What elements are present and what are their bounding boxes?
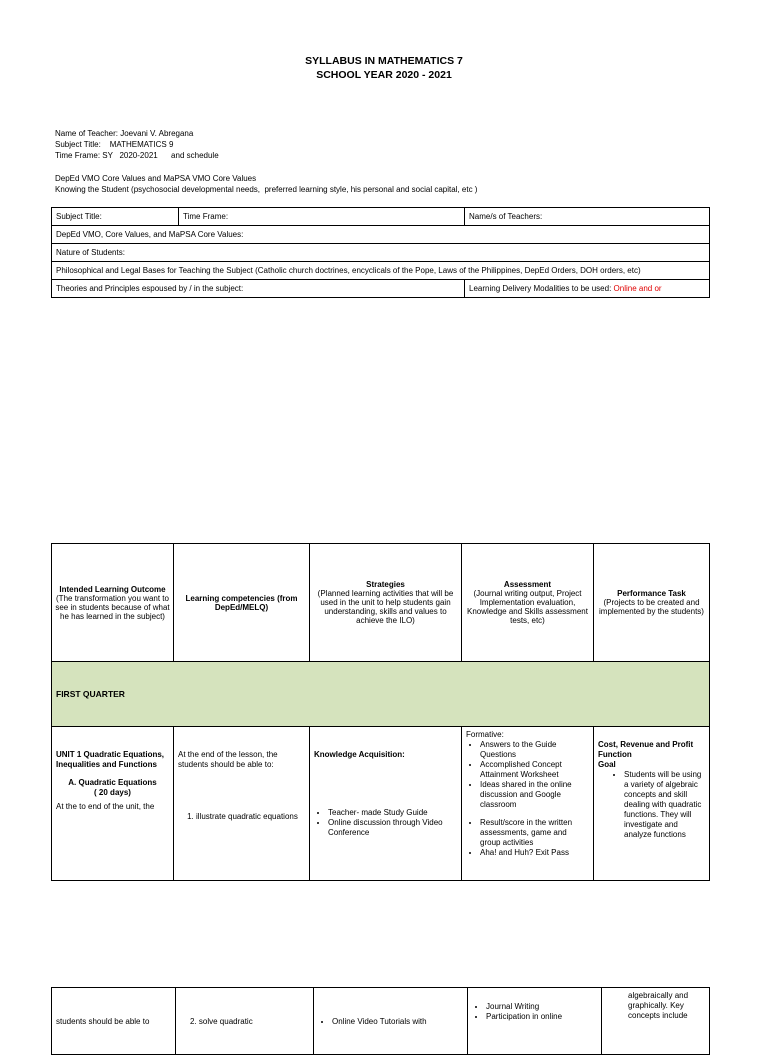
- assessment-header-desc: (Journal writing output, Project Implementation evaluation, Knowledge and Skills assessment tests, etc): [467, 589, 588, 625]
- strategies-header-desc: (Planned learning activities that will be used in the unit to help students gain understanding, skills and values to achieve the ILO): [317, 589, 454, 625]
- assessment-header-title: Assessment: [503, 580, 552, 589]
- assessment-item: • Aha! and Huh? Exit Pass: [480, 848, 589, 858]
- assessment-item: • Ideas shared in the online discussion and Google classroom: [480, 780, 589, 810]
- assessment-item: • Answers to the Guide Questions: [480, 740, 589, 760]
- strategy-item: • Online Video Tutorials with: [332, 1017, 463, 1027]
- cont-ilo-cell: [52, 988, 176, 1055]
- cont-performance-cell: [602, 988, 710, 1055]
- core-values-line: DepEd VMO Core Values and MaPSA VMO Core Values: [55, 174, 257, 183]
- cont-performance-text: algebraically and graphically. Key concepts include: [628, 991, 689, 1020]
- subject-title: Subject Title: MATHEMATICS 9: [55, 140, 174, 149]
- unit1-assessment-cell: [462, 727, 594, 881]
- unit1-competencies-cell: [174, 727, 310, 881]
- performance-item: • Students will be using a variety of algebraic concepts and skill dealing with quadratic functions. They will investigate and analyze functions: [624, 770, 705, 840]
- assessment-list: [466, 740, 589, 810]
- unit1-ilo-cell: [52, 727, 174, 881]
- knowing-student-line: Knowing the Student (psychosocial developmental needs, preferred learning style, his personal and social capital, etc ): [55, 185, 478, 194]
- competency-list: [178, 812, 305, 822]
- ilo-header-title: Intended Learning Outcome: [59, 584, 166, 594]
- performance-header: [594, 544, 710, 662]
- assessment-item: • Journal Writing: [486, 1002, 597, 1012]
- nature-cell: Nature of Students:: [52, 244, 710, 262]
- time-frame-cell: Time Frame:: [179, 208, 465, 226]
- core-values-cell: DepEd VMO, Core Values, and MaPSA Core Values:: [52, 226, 710, 244]
- syllabus-table-continued: [51, 987, 710, 1055]
- header-row: [52, 544, 710, 662]
- strategy-item: • Online discussion through Video Conference: [328, 818, 457, 838]
- cont-competency-text: 2. solve quadratic: [190, 1017, 253, 1026]
- info-table: [51, 207, 710, 298]
- assessment-label: Formative:: [466, 730, 504, 739]
- competencies-header: [174, 544, 310, 662]
- quarter-row: [52, 662, 710, 727]
- strategy-title: Knowledge Acquisition:: [314, 750, 405, 759]
- teacher-name: Name of Teacher: Joevani V. Abregana: [55, 129, 194, 138]
- unit1-days: ( 20 days): [94, 788, 131, 797]
- time-frame: Time Frame: SY 2020-2021 and schedule: [55, 151, 219, 160]
- unit1-end-text: At the to end of the unit, the: [56, 802, 155, 811]
- quarter-label: FIRST QUARTER: [52, 662, 710, 727]
- strategies-header: [310, 544, 462, 662]
- continued-row: [52, 988, 710, 1055]
- cont-strategy-list: [318, 1017, 463, 1027]
- assessment-item: • Accomplished Concept Attainment Worksheet: [480, 760, 589, 780]
- teacher-info: [55, 128, 219, 161]
- subject-title-cell: Subject Title:: [52, 208, 179, 226]
- modalities-label: Learning Delivery Modalities to be used:: [469, 284, 614, 293]
- competency-item: 1. illustrate quadratic equations: [196, 812, 305, 822]
- assessment-header: [462, 544, 594, 662]
- cont-assessment-list: [472, 1002, 597, 1022]
- performance-title: Cost, Revenue and Profit Function: [598, 740, 694, 759]
- unit1-strategies-cell: [310, 727, 462, 881]
- strategy-list: [314, 808, 457, 838]
- modalities-value: Online and or: [613, 284, 662, 293]
- strategy-item: • Teacher- made Study Guide: [328, 808, 457, 818]
- unit1-subtitle: A. Quadratic Equations: [68, 778, 157, 787]
- assessment-item: • Result/score in the written assessments, game and group activities: [480, 818, 589, 848]
- cont-ilo-text: students should be able to: [56, 1017, 150, 1026]
- ilo-header-desc: (The transformation you want to see in students because of what he has learned in the subject): [55, 593, 170, 621]
- competencies-header-title: Learning competencies (from DepEd/MELQ): [185, 593, 298, 612]
- school-year-title: SCHOOL YEAR 2020 - 2021: [316, 69, 452, 81]
- competency-intro: At the end of the lesson, the students should be able to:: [178, 750, 278, 769]
- performance-list: [598, 770, 705, 840]
- teachers-cell: Name/s of Teachers:: [465, 208, 710, 226]
- values-info: [55, 173, 477, 195]
- cont-assessment-cell: [468, 988, 602, 1055]
- syllabus-title: SYLLABUS IN MATHEMATICS 7: [305, 55, 463, 67]
- performance-header-desc: (Projects to be created and implemented by the students): [599, 598, 704, 616]
- unit1-performance-cell: [594, 727, 710, 881]
- unit1-row: [52, 727, 710, 881]
- strategies-header-title: Strategies: [366, 580, 405, 589]
- cont-strategies-cell: [314, 988, 468, 1055]
- performance-goal: Goal: [598, 760, 616, 769]
- bases-cell: Philosophical and Legal Bases for Teaching the Subject (Catholic church doctrines, encyclicals of the Pope, Laws of the Philippines, DepEd Orders, DOH orders, etc): [52, 262, 710, 280]
- performance-header-title: Performance Task: [617, 589, 686, 598]
- assessment-list-2: [466, 818, 589, 858]
- unit1-title: UNIT 1 Quadratic Equations, Inequalities and Functions: [56, 750, 165, 769]
- assessment-item: • Participation in online: [486, 1012, 597, 1022]
- theories-cell: Theories and Principles espoused by / in the subject:: [52, 280, 465, 298]
- cont-competencies-cell: [176, 988, 314, 1055]
- ilo-header: [52, 544, 174, 662]
- modalities-cell: [465, 280, 710, 298]
- syllabus-table: [51, 543, 710, 881]
